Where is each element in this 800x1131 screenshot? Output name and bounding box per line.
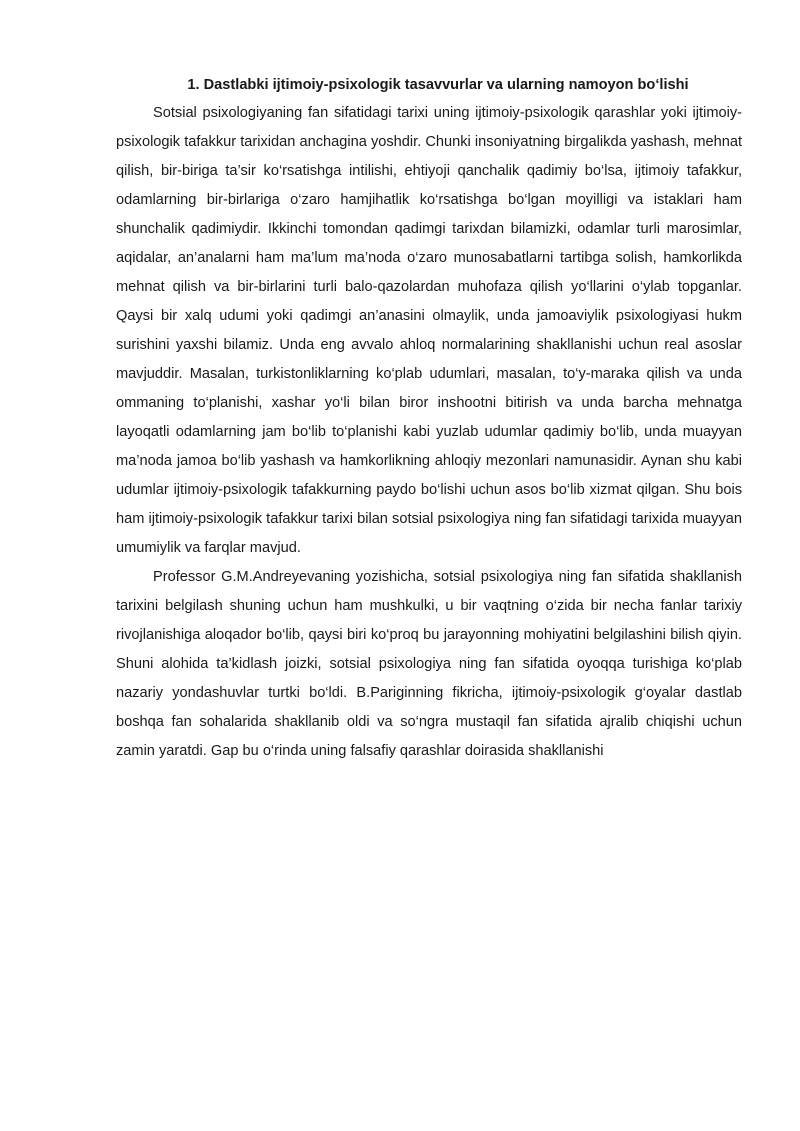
paragraph-1: Sotsial psixologiyaning fan sifatidagi tarixi uning ijtimoiy-psixologik qarashlar yoki ijtimoiy-psixologik tafakkur tarixidan anchagina yoshdir. Chunki insoniyatning birgalikda yashash, mehnat qilish, bir-biriga ta’sir ko‘rsatishga intilishi, ehtiyoji qanchalik qadimiy bo‘lsa, ijtimoiy tafakkur, odamlarning bir-birlariga o‘zaro hamjihatlik ko‘rsatishga bo‘lgan moyilligi va istaklari ham shunchalik qadimiydir. Ikkinchi tomondan qadimgi tarixdan bilamizki, odamlar turli marosimlar, aqidalar, an’analarni ham ma’lum ma’noda o‘zaro munosabatlarni tartibga solish, hamkorlikda mehnat qilish va bir-birlarini turli balo-qazolardan muhofaza qilish yo‘llarini o‘ylab topganlar. Qaysi bir xalq udumi yoki qadimgi an’anasini olmaylik, unda jamoaviylik psixologiyasi hukm surishini yaxshi bilamiz. Unda eng avvalo ahloq normalarining shakllanishi uchun real asoslar mavjuddir. Masalan, turkistonliklarning ko‘plab udumlari, masalan, to‘y-maraka qilish va unda ommaning to‘planishi, xashar yo‘li bilan biror inshootni bitirish va unda barcha mehnatga layoqatli odamlarning jam bo‘lib to‘planishi kabi yuzlab udumlar qadimiy bo‘lib, unda muayyan ma’noda jamoa bo‘lib yashash va hamkorlikning ahloqiy mezonlari namunasidir. Aynan shu kabi udumlar ijtimoiy-psixologik tafakkurning paydo bo‘lishi uchun asos bo‘lib xizmat qilgan. Shu bois ham ijtimoiy-psixologik tafakkur tarixi bilan sotsial psixologiya ning fan sifatidagi tarixida muayyan umumiylik va farqlar mavjud. bbox=[116, 105, 742, 556]
document-page bbox=[116, 75, 742, 766]
section-heading: 1. Dastlabki ijtimoiy-psixologik tasavvurlar va ularning namoyon bo‘lishi bbox=[187, 77, 689, 93]
paragraph-2: Professor G.M.Andreyevaning yozishicha, sotsial psixologiya ning fan sifatida shakllanish tarixini belgilash shuning uchun ham mushkulki, u bir vaqtning o‘zida bir necha fanlar tarixiy rivojlanishiga aloqador bo‘lib, qaysi biri ko‘proq bu jarayonning mohiyatini belgilashini bilish qiyin. Shuni alohida ta’kidlash joizki, sotsial psixologiya ning fan sifatida oyoqqa turishiga ko‘plab nazariy yondashuvlar turtki bo‘ldi. B.Pariginning fikricha, ijtimoiy-psixologik g‘oyalar dastlab boshqa fan sohalarida shakllanib oldi va so‘ngra mustaqil fan sifatida ajralib chiqishi uchun zamin yaratdi. Gap bu o‘rinda uning falsafiy qarashlar doirasida shakllanishi bbox=[116, 569, 742, 759]
